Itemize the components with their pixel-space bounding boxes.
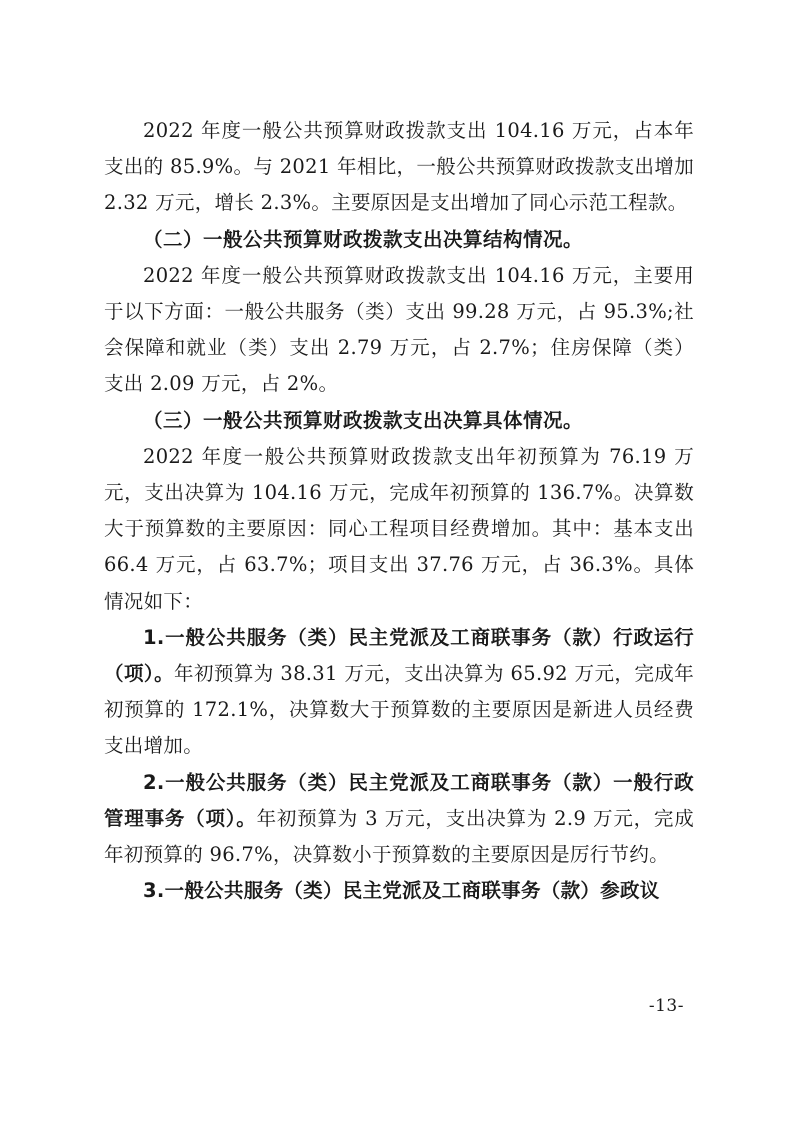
page-number: -13- bbox=[648, 996, 684, 1016]
body-text bbox=[104, 113, 694, 909]
list-item-1-heading: 1.一般公共服务（类）民主党派及工商联事务（款）行政运行（项）。 bbox=[104, 625, 694, 686]
paragraph-expenditure-summary: 2022 年度一般公共预算财政拨款支出 104.16 万元，占本年支出的 85.9%。与 2021 年相比，一般公共预算财政拨款支出增加 2.32 万元，增长 2.3%。主要原因是支出增加了同心示范工程款。 bbox=[104, 119, 694, 215]
list-item-2 bbox=[104, 765, 694, 874]
paragraph-expenditure-structure: 2022 年度一般公共预算财政拨款支出 104.16 万元，主要用于以下方面：一般公共服务（类）支出 99.28 万元，占 95.3%;社会保障和就业（类）支出 2.79 万元，占 2.7%；住房保障（类）支出 2.09 万元，占 2%。 bbox=[104, 263, 694, 396]
list-item-1 bbox=[104, 620, 694, 765]
list-item-2-text: 年初预算为 3 万元，支出决算为 2.9 万元，完成年初预算的 96.7%，决算数小于预算数的主要原因是厉行节约。 bbox=[104, 806, 694, 867]
list-item-1-text: 年初预算为 38.31 万元，支出决算为 65.92 万元，完成年初预算的 172.1%，决算数大于预算数的主要原因是新进人员经费支出增加。 bbox=[104, 662, 695, 758]
section-heading-structure: （二）一般公共预算财政拨款支出决算结构情况。 bbox=[143, 227, 584, 251]
section-heading-details: （三）一般公共预算财政拨款支出决算具体情况。 bbox=[143, 408, 584, 432]
paragraph-expenditure-details: 2022 年度一般公共预算财政拨款支出年初预算为 76.19 万元，支出决算为 104.16 万元，完成年初预算的 136.7%。决算数大于预算数的主要原因：同心工程项目经费增加。其中：基本支出 66.4 万元，占 63.7%；项目支出 37.76 万元，占 36.3%。具体情况如下： bbox=[104, 444, 694, 613]
list-item-3-heading: 3.一般公共服务（类）民主党派及工商联事务（款）参政议 bbox=[143, 879, 660, 903]
list-item-3 bbox=[104, 873, 694, 909]
list-item-2-heading: 2.一般公共服务（类）民主党派及工商联事务（款）一般行政管理事务（项）。 bbox=[104, 770, 694, 830]
